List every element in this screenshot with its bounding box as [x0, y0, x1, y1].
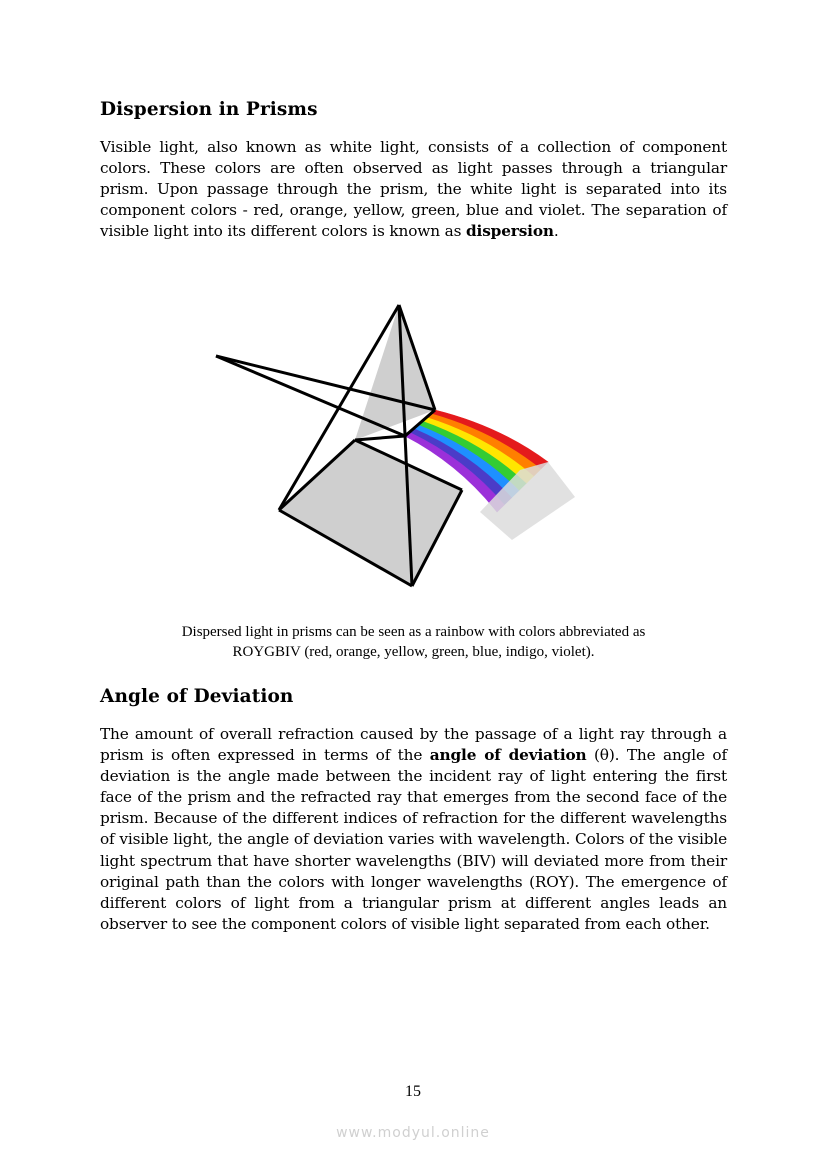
watermark: www.modyul.online — [336, 1125, 490, 1141]
paragraph-dispersion: Visible light, also known as white light, consists of a collection of component colors. These colors are often observed as light passes through a triangular prism. Upon passage through the prism, the white light is separated into its component colors - red, orange, yellow, green, blue and violet. The separation of visible light into its different colors is known as dispersion. — [100, 138, 727, 241]
paragraph-angle-of-deviation: The amount of overall refraction caused by the passage of a light ray through a prism is often expressed in terms of the angle of deviation (θ). The angle of deviation is the angle made between the incident ray of light entering the first face of the prism and the refracted ray that emerges from the second face of the prism. Because of the different indices of refraction for the different wavelengths of visible light, the angle of deviation varies with wavelength. Colors of the visible light spectrum that have shorter wavelengths (BIV) will deviated more from their original path than the colors with longer wavelengths (ROY). The emergence of different colors of light from a triangular prism at different angles leads an observer to see the component colors of visible light separated from each other. — [100, 725, 727, 933]
section-heading-angle-of-deviation: Angle of Deviation — [100, 686, 294, 707]
section-heading-dispersion: Dispersion in Prisms — [100, 99, 318, 120]
prism-dispersion-figure — [200, 295, 600, 595]
bold-term-angle-of-deviation: angle of deviation — [429, 746, 587, 765]
bold-term-dispersion: dispersion — [466, 222, 554, 241]
page-number: 15 — [405, 1083, 421, 1100]
figure-caption: Dispersed light in prisms can be seen as a rainbow with colors abbreviated as ROYGBIV (red, orange, yellow, green, blue, indigo, violet). — [181, 624, 646, 660]
